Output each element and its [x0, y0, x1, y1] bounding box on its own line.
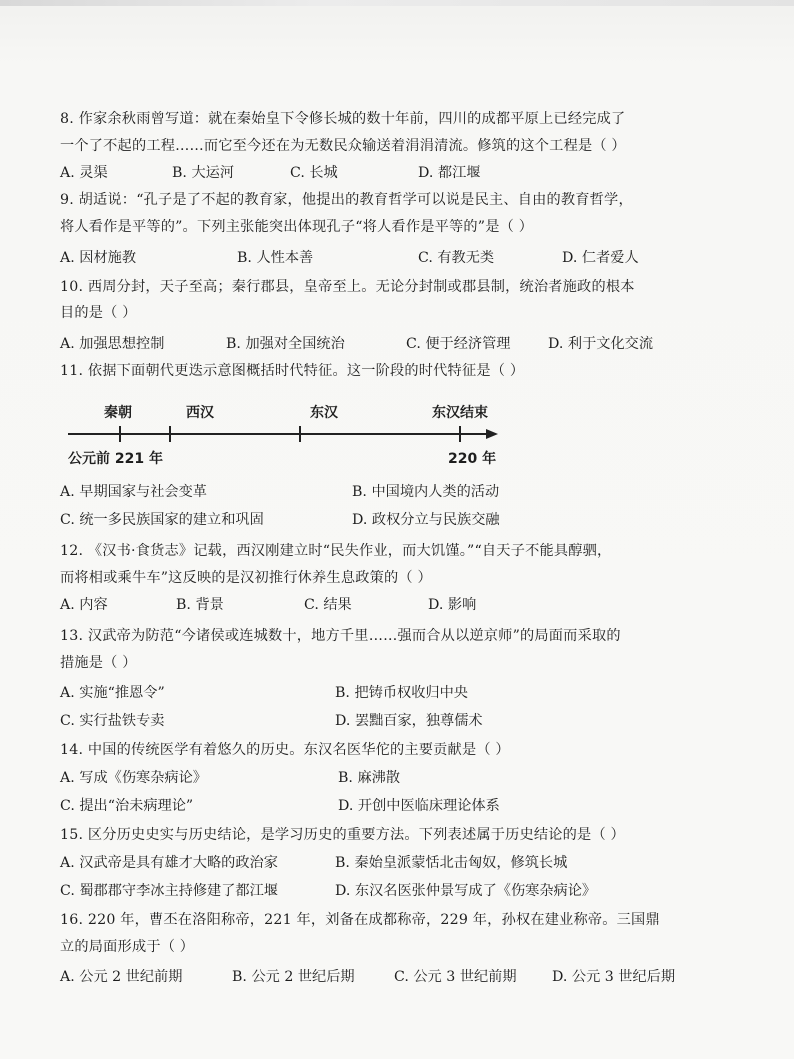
q9-option-b[interactable]: B. 人性本善: [237, 250, 314, 266]
q9-option-a[interactable]: A. 因材施教: [60, 250, 137, 266]
q14-option-c[interactable]: C. 提出“治未病理论”: [60, 798, 194, 814]
q10-stem-line2: 目的是（ ）: [60, 305, 137, 321]
q12-option-c[interactable]: C. 结果: [304, 597, 352, 613]
q14-option-b[interactable]: B. 麻沸散: [338, 770, 401, 786]
q8-option-a[interactable]: A. 灵渠: [60, 165, 108, 181]
q13-option-d[interactable]: D. 罢黜百家，独尊儒术: [335, 713, 483, 729]
q13-stem-line2: 措施是（ ）: [60, 655, 137, 671]
q10-option-c[interactable]: C. 便于经济管理: [406, 336, 511, 352]
q15-option-b[interactable]: B. 秦始皇派蒙恬北击匈奴，修筑长城: [335, 855, 568, 871]
q16-option-c[interactable]: C. 公元 3 世纪前期: [394, 969, 517, 985]
q13-option-a[interactable]: A. 实施“推恩令”: [60, 685, 165, 701]
q9-stem-line1: 9. 胡适说：“孔子是了不起的教育家，他提出的教育哲学可以说是民主、自由的教育哲学，: [60, 192, 633, 208]
label-end: 东汉结束: [432, 405, 488, 421]
q11-stem: 11. 依据下面朝代更迭示意图概括时代特征。这一阶段的时代特征是（ ）: [60, 363, 525, 379]
q16-option-a[interactable]: A. 公元 2 世纪前期: [60, 969, 183, 985]
label-donghan: 东汉: [310, 405, 338, 421]
q13-option-c[interactable]: C. 实行盐铁专卖: [60, 713, 165, 729]
q15-option-c[interactable]: C. 蜀郡郡守李冰主持修建了都江堰: [60, 883, 278, 899]
q10-option-b[interactable]: B. 加强对全国统治: [226, 336, 345, 352]
label-end-year: 220 年: [448, 451, 497, 467]
q12-option-d[interactable]: D. 影响: [428, 597, 477, 613]
q16-stem-line1: 16. 220 年，曹丕在洛阳称帝，221 年，刘备在成都称帝，229 年，孙权在建业称帝。三国鼎: [60, 912, 660, 928]
q16-option-b[interactable]: B. 公元 2 世纪后期: [232, 969, 355, 985]
label-start-year: 公元前 221 年: [68, 451, 163, 467]
label-qin: 秦朝: [104, 405, 132, 421]
q8-option-c[interactable]: C. 长城: [290, 165, 338, 181]
q15-option-a[interactable]: A. 汉武帝是具有雄才大略的政治家: [60, 855, 278, 871]
q15-option-d[interactable]: D. 东汉名医张仲景写成了《伤寒杂病论》: [335, 883, 597, 899]
q11-option-c[interactable]: C. 统一多民族国家的建立和巩固: [60, 512, 264, 528]
q10-option-a[interactable]: A. 加强思想控制: [60, 336, 165, 352]
q12-stem-line1: 12. 《汉书·食货志》记载，西汉刚建立时“民失作业，而大饥馑。”“自天子不能具醇驷，: [60, 543, 612, 559]
label-xihan: 西汉: [186, 405, 214, 421]
q10-option-d[interactable]: D. 利于文化交流: [548, 336, 654, 352]
q11-option-b[interactable]: B. 中国境内人类的活动: [352, 484, 500, 500]
dynasty-timeline: [60, 396, 520, 476]
q9-stem-line2: 将人看作是平等的”。下列主张能突出体现孔子“将人看作是平等的”是（ ）: [60, 219, 534, 235]
scan-edge: [0, 0, 794, 6]
q13-stem-line1: 13. 汉武帝为防范“今诸侯或连城数十，地方千里……强而合从以逆京师”的局面而采取的: [60, 628, 621, 644]
q8-stem-line1: 8. 作家余秋雨曾写道：就在秦始皇下令修长城的数十年前，四川的成都平原上已经完成了: [60, 111, 626, 127]
q14-option-d[interactable]: D. 开创中医临床理论体系: [338, 798, 500, 814]
q15-stem: 15. 区分历史史实与历史结论，是学习历史的重要方法。下列表述属于历史结论的是（ ）: [60, 827, 625, 843]
q8-stem-line2: 一个了不起的工程……而它至今还在为无数民众输送着涓涓清流。修筑的这个工程是（ ）: [60, 138, 626, 154]
q9-option-c[interactable]: C. 有教无类: [418, 250, 495, 266]
q14-stem: 14. 中国的传统医学有着悠久的历史。东汉名医华佗的主要贡献是（ ）: [60, 742, 510, 758]
q11-option-a[interactable]: A. 早期国家与社会变革: [60, 484, 207, 500]
q9-option-d[interactable]: D. 仁者爱人: [562, 250, 639, 266]
q12-option-a[interactable]: A. 内容: [60, 597, 108, 613]
timeline-arrow: [486, 429, 498, 439]
q8-option-b[interactable]: B. 大运河: [172, 165, 235, 181]
q14-option-a[interactable]: A. 写成《伤寒杂病论》: [60, 770, 207, 786]
q10-stem-line1: 10. 西周分封，天子至高；秦行郡县，皇帝至上。无论分封制或郡县制，统治者施政的根本: [60, 279, 635, 295]
q12-stem-line2: 而将相或乘牛车”这反映的是汉初推行休养生息政策的（ ）: [60, 570, 432, 586]
q16-option-d[interactable]: D. 公元 3 世纪后期: [552, 969, 676, 985]
q13-option-b[interactable]: B. 把铸币权收归中央: [335, 685, 468, 701]
q12-option-b[interactable]: B. 背景: [176, 597, 224, 613]
q8-option-d[interactable]: D. 都江堰: [418, 165, 481, 181]
q11-option-d[interactable]: D. 政权分立与民族交融: [352, 512, 500, 528]
q16-stem-line2: 立的局面形成于（ ）: [60, 939, 195, 955]
